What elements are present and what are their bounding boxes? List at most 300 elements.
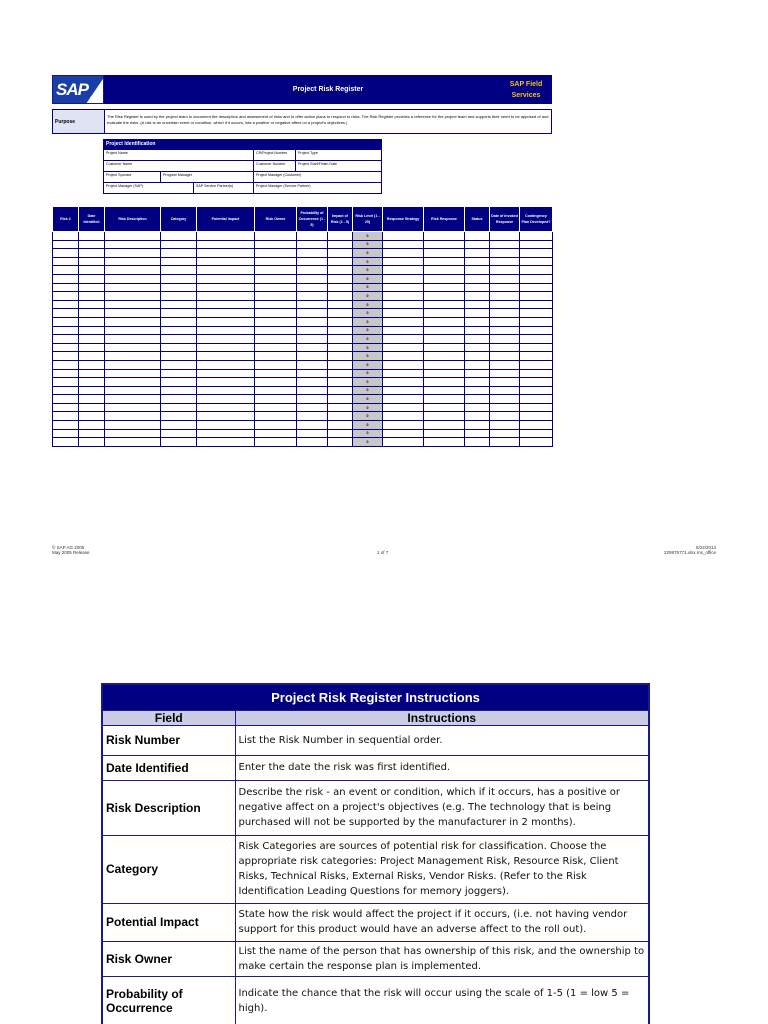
register-cell[interactable] xyxy=(197,326,255,335)
register-cell[interactable] xyxy=(297,300,328,309)
register-cell[interactable] xyxy=(328,292,353,301)
register-cell[interactable] xyxy=(328,386,353,395)
register-cell[interactable] xyxy=(161,403,197,412)
register-cell[interactable] xyxy=(465,240,490,249)
register-cell[interactable] xyxy=(520,343,553,352)
register-cell[interactable] xyxy=(328,309,353,318)
register-cell[interactable] xyxy=(79,266,105,275)
register-cell[interactable] xyxy=(328,274,353,283)
register-cell[interactable] xyxy=(383,266,424,275)
register-cell[interactable] xyxy=(520,266,553,275)
register-cell[interactable] xyxy=(520,292,553,301)
register-cell[interactable] xyxy=(79,335,105,344)
register-cell[interactable] xyxy=(53,386,79,395)
register-cell[interactable] xyxy=(520,438,553,447)
register-cell[interactable] xyxy=(297,266,328,275)
register-cell[interactable] xyxy=(255,343,297,352)
register-cell[interactable] xyxy=(255,403,297,412)
register-cell[interactable] xyxy=(297,343,328,352)
register-cell[interactable] xyxy=(53,292,79,301)
register-cell[interactable] xyxy=(297,412,328,421)
register-cell[interactable] xyxy=(383,343,424,352)
register-cell[interactable] xyxy=(297,378,328,387)
register-cell[interactable] xyxy=(465,249,490,258)
field-project-dates[interactable]: Project Start/Finish Date xyxy=(298,162,337,166)
register-cell[interactable] xyxy=(255,274,297,283)
register-cell[interactable] xyxy=(520,429,553,438)
register-cell[interactable] xyxy=(53,438,79,447)
register-cell[interactable] xyxy=(255,369,297,378)
register-cell[interactable] xyxy=(490,429,520,438)
register-cell[interactable] xyxy=(465,283,490,292)
register-cell[interactable] xyxy=(79,283,105,292)
register-cell[interactable] xyxy=(105,412,161,421)
register-cell[interactable] xyxy=(424,438,465,447)
register-cell[interactable] xyxy=(255,300,297,309)
register-cell[interactable] xyxy=(79,317,105,326)
register-cell[interactable] xyxy=(255,283,297,292)
register-cell[interactable] xyxy=(424,378,465,387)
register-cell[interactable] xyxy=(297,292,328,301)
register-cell[interactable] xyxy=(328,300,353,309)
register-cell[interactable] xyxy=(520,309,553,318)
register-cell[interactable] xyxy=(161,274,197,283)
register-cell[interactable] xyxy=(424,300,465,309)
register-cell[interactable] xyxy=(297,403,328,412)
register-cell[interactable] xyxy=(161,283,197,292)
register-cell[interactable] xyxy=(328,421,353,430)
register-cell[interactable] xyxy=(161,292,197,301)
register-cell[interactable] xyxy=(424,335,465,344)
register-cell[interactable] xyxy=(520,240,553,249)
register-cell[interactable] xyxy=(328,360,353,369)
register-cell[interactable] xyxy=(255,378,297,387)
field-project-sponsor[interactable]: Project Sponsor xyxy=(104,172,161,182)
register-cell[interactable] xyxy=(105,421,161,430)
register-cell[interactable] xyxy=(255,317,297,326)
register-cell[interactable] xyxy=(383,300,424,309)
register-cell[interactable] xyxy=(465,386,490,395)
register-cell[interactable] xyxy=(53,412,79,421)
register-cell[interactable] xyxy=(490,317,520,326)
register-cell[interactable] xyxy=(424,421,465,430)
register-cell[interactable] xyxy=(53,249,79,258)
register-cell[interactable] xyxy=(79,343,105,352)
register-cell[interactable] xyxy=(53,403,79,412)
register-cell[interactable] xyxy=(490,283,520,292)
register-cell[interactable] xyxy=(79,352,105,361)
register-cell[interactable] xyxy=(255,352,297,361)
register-cell[interactable] xyxy=(197,438,255,447)
register-cell[interactable] xyxy=(328,438,353,447)
register-cell[interactable] xyxy=(490,309,520,318)
register-cell[interactable] xyxy=(328,429,353,438)
register-cell[interactable] xyxy=(197,266,255,275)
register-cell[interactable] xyxy=(105,257,161,266)
register-cell[interactable] xyxy=(105,438,161,447)
field-cr-project-number[interactable]: CR/Project Number xyxy=(254,150,296,160)
register-cell[interactable] xyxy=(490,403,520,412)
register-cell[interactable] xyxy=(297,369,328,378)
register-cell[interactable] xyxy=(161,249,197,258)
register-cell[interactable] xyxy=(520,317,553,326)
register-cell[interactable] xyxy=(197,403,255,412)
register-cell[interactable] xyxy=(105,300,161,309)
register-cell[interactable] xyxy=(255,421,297,430)
register-cell[interactable] xyxy=(255,386,297,395)
register-cell[interactable] xyxy=(328,343,353,352)
register-cell[interactable] xyxy=(161,343,197,352)
register-cell[interactable] xyxy=(520,395,553,404)
register-cell[interactable] xyxy=(424,240,465,249)
register-cell[interactable] xyxy=(161,395,197,404)
register-cell[interactable] xyxy=(197,257,255,266)
register-cell[interactable] xyxy=(424,369,465,378)
register-cell[interactable] xyxy=(520,232,553,241)
register-cell[interactable] xyxy=(490,266,520,275)
register-cell[interactable] xyxy=(520,412,553,421)
register-cell[interactable] xyxy=(197,232,255,241)
field-service-partners[interactable]: SAP Service Partner(s) xyxy=(194,183,254,193)
register-cell[interactable] xyxy=(197,317,255,326)
register-cell[interactable] xyxy=(297,283,328,292)
register-cell[interactable] xyxy=(255,257,297,266)
register-cell[interactable] xyxy=(424,429,465,438)
register-cell[interactable] xyxy=(465,395,490,404)
register-cell[interactable] xyxy=(424,352,465,361)
register-cell[interactable] xyxy=(255,309,297,318)
register-cell[interactable] xyxy=(520,274,553,283)
register-cell[interactable] xyxy=(53,335,79,344)
register-cell[interactable] xyxy=(105,386,161,395)
register-cell[interactable] xyxy=(465,378,490,387)
register-cell[interactable] xyxy=(465,257,490,266)
register-cell[interactable] xyxy=(105,240,161,249)
register-cell[interactable] xyxy=(297,421,328,430)
register-cell[interactable] xyxy=(520,352,553,361)
register-cell[interactable] xyxy=(255,240,297,249)
register-cell[interactable] xyxy=(79,249,105,258)
field-pm-customer[interactable]: Project Manager (Customer) xyxy=(256,173,302,177)
register-cell[interactable] xyxy=(520,335,553,344)
register-cell[interactable] xyxy=(53,274,79,283)
register-cell[interactable] xyxy=(197,395,255,404)
register-cell[interactable] xyxy=(424,412,465,421)
register-cell[interactable] xyxy=(383,292,424,301)
register-cell[interactable] xyxy=(490,232,520,241)
register-cell[interactable] xyxy=(53,257,79,266)
register-cell[interactable] xyxy=(79,274,105,283)
register-cell[interactable] xyxy=(424,309,465,318)
register-cell[interactable] xyxy=(105,326,161,335)
register-cell[interactable] xyxy=(490,421,520,430)
register-cell[interactable] xyxy=(79,360,105,369)
register-cell[interactable] xyxy=(383,326,424,335)
register-cell[interactable] xyxy=(328,240,353,249)
register-cell[interactable] xyxy=(297,274,328,283)
register-cell[interactable] xyxy=(465,421,490,430)
register-cell[interactable] xyxy=(297,429,328,438)
register-cell[interactable] xyxy=(520,421,553,430)
register-cell[interactable] xyxy=(161,360,197,369)
register-cell[interactable] xyxy=(255,360,297,369)
register-cell[interactable] xyxy=(79,429,105,438)
register-cell[interactable] xyxy=(161,317,197,326)
register-cell[interactable] xyxy=(105,266,161,275)
register-cell[interactable] xyxy=(328,257,353,266)
register-cell[interactable] xyxy=(424,360,465,369)
register-cell[interactable] xyxy=(383,257,424,266)
register-cell[interactable] xyxy=(53,326,79,335)
register-cell[interactable] xyxy=(520,386,553,395)
register-cell[interactable] xyxy=(79,240,105,249)
register-cell[interactable] xyxy=(161,309,197,318)
register-cell[interactable] xyxy=(424,386,465,395)
register-cell[interactable] xyxy=(383,429,424,438)
register-cell[interactable] xyxy=(520,326,553,335)
register-cell[interactable] xyxy=(424,274,465,283)
register-cell[interactable] xyxy=(490,249,520,258)
register-cell[interactable] xyxy=(520,369,553,378)
register-cell[interactable] xyxy=(105,335,161,344)
field-pm-sap[interactable]: Project Manager (SAP) xyxy=(104,183,194,193)
register-cell[interactable] xyxy=(197,352,255,361)
register-cell[interactable] xyxy=(297,360,328,369)
register-cell[interactable] xyxy=(79,421,105,430)
register-cell[interactable] xyxy=(328,335,353,344)
register-cell[interactable] xyxy=(424,249,465,258)
register-cell[interactable] xyxy=(161,326,197,335)
register-cell[interactable] xyxy=(297,240,328,249)
register-cell[interactable] xyxy=(197,378,255,387)
register-cell[interactable] xyxy=(520,403,553,412)
register-cell[interactable] xyxy=(490,369,520,378)
register-cell[interactable] xyxy=(161,386,197,395)
register-cell[interactable] xyxy=(383,369,424,378)
field-customer-name[interactable]: Customer Name xyxy=(104,161,254,171)
register-cell[interactable] xyxy=(424,326,465,335)
register-cell[interactable] xyxy=(255,326,297,335)
register-cell[interactable] xyxy=(424,232,465,241)
register-cell[interactable] xyxy=(79,292,105,301)
register-cell[interactable] xyxy=(465,335,490,344)
register-cell[interactable] xyxy=(490,274,520,283)
register-cell[interactable] xyxy=(383,421,424,430)
register-cell[interactable] xyxy=(520,283,553,292)
register-cell[interactable] xyxy=(465,343,490,352)
register-cell[interactable] xyxy=(328,378,353,387)
register-cell[interactable] xyxy=(53,300,79,309)
register-cell[interactable] xyxy=(79,386,105,395)
register-cell[interactable] xyxy=(255,438,297,447)
register-cell[interactable] xyxy=(53,232,79,241)
register-cell[interactable] xyxy=(161,300,197,309)
register-cell[interactable] xyxy=(465,317,490,326)
register-cell[interactable] xyxy=(53,429,79,438)
register-cell[interactable] xyxy=(53,309,79,318)
register-cell[interactable] xyxy=(197,249,255,258)
register-cell[interactable] xyxy=(383,360,424,369)
register-cell[interactable] xyxy=(105,360,161,369)
register-cell[interactable] xyxy=(161,429,197,438)
register-cell[interactable] xyxy=(424,395,465,404)
register-cell[interactable] xyxy=(53,421,79,430)
register-cell[interactable] xyxy=(490,386,520,395)
field-program-manager[interactable]: Program Manager xyxy=(161,172,254,182)
register-cell[interactable] xyxy=(255,395,297,404)
register-cell[interactable] xyxy=(105,343,161,352)
register-cell[interactable] xyxy=(255,335,297,344)
register-cell[interactable] xyxy=(105,232,161,241)
register-cell[interactable] xyxy=(79,232,105,241)
register-cell[interactable] xyxy=(328,369,353,378)
register-cell[interactable] xyxy=(105,292,161,301)
register-cell[interactable] xyxy=(105,403,161,412)
register-cell[interactable] xyxy=(79,369,105,378)
register-cell[interactable] xyxy=(105,352,161,361)
register-cell[interactable] xyxy=(520,300,553,309)
register-cell[interactable] xyxy=(465,292,490,301)
register-cell[interactable] xyxy=(520,249,553,258)
register-cell[interactable] xyxy=(197,309,255,318)
register-cell[interactable] xyxy=(161,257,197,266)
register-cell[interactable] xyxy=(297,326,328,335)
register-cell[interactable] xyxy=(255,429,297,438)
register-cell[interactable] xyxy=(105,249,161,258)
register-cell[interactable] xyxy=(161,352,197,361)
register-cell[interactable] xyxy=(297,352,328,361)
register-cell[interactable] xyxy=(490,326,520,335)
register-cell[interactable] xyxy=(297,249,328,258)
register-cell[interactable] xyxy=(490,395,520,404)
register-cell[interactable] xyxy=(161,438,197,447)
register-cell[interactable] xyxy=(383,395,424,404)
register-cell[interactable] xyxy=(197,240,255,249)
register-cell[interactable] xyxy=(161,369,197,378)
register-cell[interactable] xyxy=(197,429,255,438)
register-cell[interactable] xyxy=(490,378,520,387)
register-cell[interactable] xyxy=(53,395,79,404)
register-cell[interactable] xyxy=(197,360,255,369)
register-cell[interactable] xyxy=(520,360,553,369)
register-cell[interactable] xyxy=(79,412,105,421)
register-cell[interactable] xyxy=(465,309,490,318)
register-cell[interactable] xyxy=(424,257,465,266)
register-cell[interactable] xyxy=(79,403,105,412)
register-cell[interactable] xyxy=(490,240,520,249)
register-cell[interactable] xyxy=(197,274,255,283)
register-cell[interactable] xyxy=(297,386,328,395)
register-cell[interactable] xyxy=(328,232,353,241)
register-cell[interactable] xyxy=(197,412,255,421)
register-cell[interactable] xyxy=(465,266,490,275)
register-cell[interactable] xyxy=(383,352,424,361)
register-cell[interactable] xyxy=(424,343,465,352)
register-cell[interactable] xyxy=(465,274,490,283)
register-cell[interactable] xyxy=(255,292,297,301)
register-cell[interactable] xyxy=(490,360,520,369)
register-cell[interactable] xyxy=(105,369,161,378)
register-cell[interactable] xyxy=(53,266,79,275)
register-cell[interactable] xyxy=(465,232,490,241)
register-cell[interactable] xyxy=(520,257,553,266)
field-project-name[interactable]: Project Name xyxy=(104,150,254,160)
register-cell[interactable] xyxy=(465,429,490,438)
register-cell[interactable] xyxy=(424,266,465,275)
register-cell[interactable] xyxy=(161,378,197,387)
register-cell[interactable] xyxy=(79,378,105,387)
register-cell[interactable] xyxy=(105,395,161,404)
register-cell[interactable] xyxy=(161,266,197,275)
register-cell[interactable] xyxy=(490,438,520,447)
register-cell[interactable] xyxy=(161,240,197,249)
register-cell[interactable] xyxy=(297,309,328,318)
register-cell[interactable] xyxy=(297,232,328,241)
register-cell[interactable] xyxy=(383,309,424,318)
register-cell[interactable] xyxy=(105,283,161,292)
field-pm-service-partner[interactable]: Project Manager (Service Partner) xyxy=(256,184,311,188)
register-cell[interactable] xyxy=(424,283,465,292)
register-cell[interactable] xyxy=(197,386,255,395)
register-cell[interactable] xyxy=(490,343,520,352)
register-cell[interactable] xyxy=(105,274,161,283)
register-cell[interactable] xyxy=(383,240,424,249)
register-cell[interactable] xyxy=(490,412,520,421)
field-project-type[interactable]: Project Type xyxy=(298,151,318,155)
register-cell[interactable] xyxy=(490,257,520,266)
register-cell[interactable] xyxy=(53,352,79,361)
register-cell[interactable] xyxy=(490,292,520,301)
register-cell[interactable] xyxy=(197,343,255,352)
register-cell[interactable] xyxy=(465,352,490,361)
register-cell[interactable] xyxy=(328,283,353,292)
register-cell[interactable] xyxy=(197,421,255,430)
register-cell[interactable] xyxy=(79,257,105,266)
register-cell[interactable] xyxy=(383,403,424,412)
register-cell[interactable] xyxy=(424,292,465,301)
register-cell[interactable] xyxy=(105,378,161,387)
register-cell[interactable] xyxy=(297,438,328,447)
register-cell[interactable] xyxy=(79,438,105,447)
register-cell[interactable] xyxy=(53,343,79,352)
register-cell[interactable] xyxy=(465,326,490,335)
register-cell[interactable] xyxy=(53,360,79,369)
register-cell[interactable] xyxy=(328,317,353,326)
register-cell[interactable] xyxy=(197,283,255,292)
register-cell[interactable] xyxy=(383,249,424,258)
register-cell[interactable] xyxy=(328,326,353,335)
register-cell[interactable] xyxy=(297,257,328,266)
register-cell[interactable] xyxy=(490,335,520,344)
register-cell[interactable] xyxy=(383,386,424,395)
register-cell[interactable] xyxy=(105,317,161,326)
register-cell[interactable] xyxy=(328,352,353,361)
register-cell[interactable] xyxy=(105,309,161,318)
register-cell[interactable] xyxy=(161,232,197,241)
register-cell[interactable] xyxy=(161,335,197,344)
register-cell[interactable] xyxy=(79,300,105,309)
register-cell[interactable] xyxy=(465,438,490,447)
register-cell[interactable] xyxy=(328,266,353,275)
register-cell[interactable] xyxy=(79,326,105,335)
register-cell[interactable] xyxy=(383,283,424,292)
register-cell[interactable] xyxy=(328,249,353,258)
register-cell[interactable] xyxy=(255,232,297,241)
register-cell[interactable] xyxy=(383,438,424,447)
register-cell[interactable] xyxy=(53,240,79,249)
register-cell[interactable] xyxy=(161,412,197,421)
register-cell[interactable] xyxy=(53,378,79,387)
